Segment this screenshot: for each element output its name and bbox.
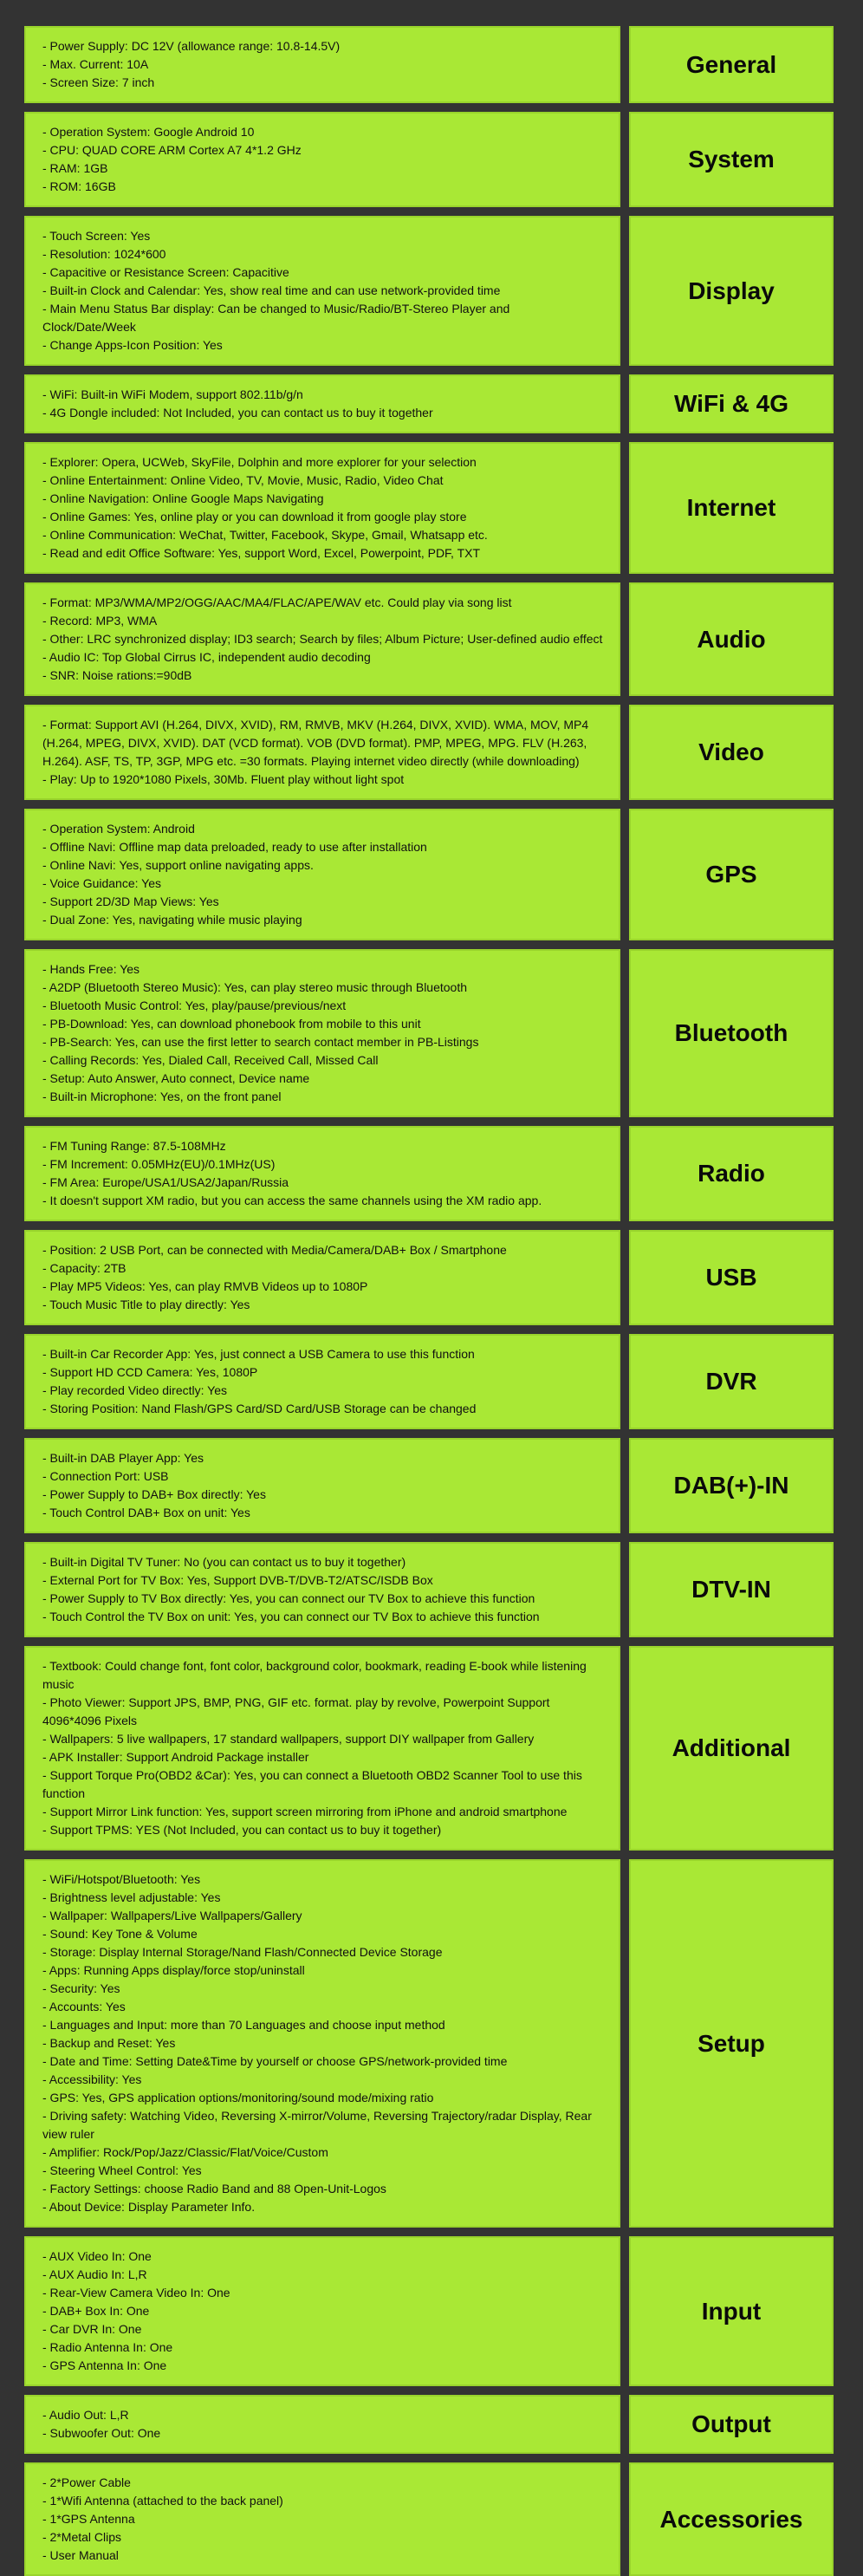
spec-line: - Built-in Digital TV Tuner: No (you can contact us to buy it together) xyxy=(42,1555,406,1569)
spec-line: - Change Apps-Icon Position: Yes xyxy=(42,338,223,352)
spec-category-cell xyxy=(629,809,834,940)
spec-category-cell xyxy=(629,442,834,574)
spec-line: - AUX Audio In: L,R xyxy=(42,2267,147,2281)
spec-line: - 1*GPS Antenna xyxy=(42,2512,135,2526)
spec-row xyxy=(24,1542,834,1637)
spec-category-label: Output xyxy=(691,2410,771,2437)
spec-line: - Touch Control the TV Box on unit: Yes, you can connect our TV Box to achieve this function xyxy=(42,1610,540,1623)
spec-line: - Driving safety: Watching Video, Reversing X-mirror/Volume, Reversing Trajectory/radar Display, Rear view ruler xyxy=(42,2109,592,2141)
spec-line: - Steering Wheel Control: Yes xyxy=(42,2163,202,2177)
spec-line: - Security: Yes xyxy=(42,1981,120,1995)
spec-category-cell xyxy=(629,112,834,207)
spec-line: - Wallpapers: 5 live wallpapers, 17 standard wallpapers, support DIY wallpaper from Gallery xyxy=(42,1732,535,1746)
spec-row xyxy=(24,949,834,1117)
spec-line: - Support Mirror Link function: Yes, support screen mirroring from iPhone and android smartphone xyxy=(42,1805,568,1818)
spec-line: - Main Menu Status Bar display: Can be changed to Music/Radio/BT-Stereo Player and Clock/Date/Week xyxy=(42,302,510,334)
spec-line: - About Device: Display Parameter Info. xyxy=(42,2200,256,2214)
spec-line: - Support Torque Pro(OBD2 &Car): Yes, you can connect a Bluetooth OBD2 Scanner Tool to use this function xyxy=(42,1768,582,1800)
spec-line: - Power Supply: DC 12V (allowance range: 10.8-14.5V) xyxy=(42,39,341,53)
spec-line: - GPS Antenna In: One xyxy=(42,2358,167,2372)
spec-line: - WiFi/Hotspot/Bluetooth: Yes xyxy=(42,1872,201,1886)
spec-line: - Capacity: 2TB xyxy=(42,1261,127,1275)
spec-line: - Power Supply to DAB+ Box directly: Yes xyxy=(42,1487,266,1501)
spec-line: - RAM: 1GB xyxy=(42,161,108,175)
spec-row xyxy=(24,1646,834,1851)
spec-category-label: Setup xyxy=(698,2029,765,2057)
spec-line: - SNR: Noise rations:=90dB xyxy=(42,668,192,682)
spec-row xyxy=(24,2236,834,2386)
spec-details xyxy=(24,26,620,103)
spec-row xyxy=(24,442,834,574)
spec-line: - Audio IC: Top Global Cirrus IC, independent audio decoding xyxy=(42,650,371,664)
spec-line: - Brightness level adjustable: Yes xyxy=(42,1890,221,1904)
spec-line: - FM Area: Europe/USA1/USA2/Japan/Russia xyxy=(42,1175,289,1189)
spec-row xyxy=(24,1126,834,1221)
spec-line: - Storage: Display Internal Storage/Nand Flash/Connected Device Storage xyxy=(42,1945,443,1959)
spec-line: - Wallpaper: Wallpapers/Live Wallpapers/Gallery xyxy=(42,1909,302,1922)
spec-row xyxy=(24,705,834,800)
spec-line: - Built-in Microphone: Yes, on the front panel xyxy=(42,1090,282,1103)
spec-line: - 2*Metal Clips xyxy=(42,2530,122,2544)
spec-category-cell xyxy=(629,949,834,1117)
spec-table xyxy=(24,26,834,2576)
spec-category-label: DVR xyxy=(705,1368,757,1395)
spec-line: - Factory Settings: choose Radio Band and 88 Open-Unit-Logos xyxy=(42,2182,386,2195)
spec-line: - Support HD CCD Camera: Yes, 1080P xyxy=(42,1365,258,1379)
spec-details xyxy=(24,1646,620,1851)
spec-row xyxy=(24,26,834,103)
spec-line: - It doesn't support XM radio, but you can access the same channels using the XM radio app. xyxy=(42,1194,542,1207)
spec-row xyxy=(24,374,834,433)
spec-line: - Bluetooth Music Control: Yes, play/pause/previous/next xyxy=(42,999,347,1012)
spec-category-cell xyxy=(629,1438,834,1533)
spec-category-cell xyxy=(629,1334,834,1429)
spec-row xyxy=(24,1230,834,1325)
spec-line: - Operation System: Android xyxy=(42,822,195,836)
spec-category-cell xyxy=(629,1126,834,1221)
spec-line: - Play MP5 Videos: Yes, can play RMVB Videos up to 1080P xyxy=(42,1279,368,1293)
spec-line: - Built-in DAB Player App: Yes xyxy=(42,1451,204,1465)
spec-row xyxy=(24,809,834,940)
spec-line: - 2*Power Cable xyxy=(42,2475,131,2489)
spec-line: - PB-Download: Yes, can download phonebook from mobile to this unit xyxy=(42,1017,421,1031)
spec-line: - Apps: Running Apps display/force stop/uninstall xyxy=(42,1963,305,1977)
spec-line: - Online Navigation: Online Google Maps Navigating xyxy=(42,491,324,505)
spec-row xyxy=(24,2462,834,2576)
spec-category-cell xyxy=(629,582,834,696)
spec-line: - Rear-View Camera Video In: One xyxy=(42,2286,230,2300)
spec-category-label: Internet xyxy=(686,494,776,521)
spec-category-label: Input xyxy=(701,2297,762,2325)
spec-line: - Hands Free: Yes xyxy=(42,962,140,976)
spec-details xyxy=(24,1230,620,1325)
spec-category-cell xyxy=(629,705,834,800)
spec-line: - 4G Dongle included: Not Included, you can contact us to buy it together xyxy=(42,406,433,420)
spec-row xyxy=(24,1438,834,1533)
spec-line: - Play: Up to 1920*1080 Pixels, 30Mb. Fluent play without light spot xyxy=(42,772,405,786)
spec-line: - External Port for TV Box: Yes, Support DVB-T/DVB-T2/ATSC/ISDB Box xyxy=(42,1573,433,1587)
spec-line: - Capacitive or Resistance Screen: Capacitive xyxy=(42,265,289,279)
spec-line: - Touch Screen: Yes xyxy=(42,229,151,243)
spec-line: - Online Games: Yes, online play or you can download it from google play store xyxy=(42,510,467,524)
spec-line: - Accounts: Yes xyxy=(42,2000,126,2013)
spec-details xyxy=(24,216,620,366)
spec-row xyxy=(24,1859,834,2228)
spec-line: - Resolution: 1024*600 xyxy=(42,247,166,261)
spec-line: - Setup: Auto Answer, Auto connect, Device name xyxy=(42,1071,310,1085)
spec-line: - AUX Video In: One xyxy=(42,2249,152,2263)
spec-details xyxy=(24,2462,620,2576)
spec-line: - Built-in Clock and Calendar: Yes, show real time and can use network-provided time xyxy=(42,283,501,297)
spec-line: - Operation System: Google Android 10 xyxy=(42,125,255,139)
spec-details xyxy=(24,1438,620,1533)
spec-line: - Backup and Reset: Yes xyxy=(42,2036,176,2050)
spec-category-cell xyxy=(629,1646,834,1851)
spec-category-label: Video xyxy=(698,738,764,765)
spec-details xyxy=(24,374,620,433)
spec-line: - Support 2D/3D Map Views: Yes xyxy=(42,894,219,908)
spec-line: - Car DVR In: One xyxy=(42,2322,142,2336)
spec-line: - Read and edit Office Software: Yes, support Word, Excel, Powerpoint, PDF, TXT xyxy=(42,546,481,560)
spec-line: - Built-in Car Recorder App: Yes, just connect a USB Camera to use this function xyxy=(42,1347,475,1361)
spec-category-label: System xyxy=(688,146,775,172)
spec-line: - Calling Records: Yes, Dialed Call, Received Call, Missed Call xyxy=(42,1053,379,1067)
spec-category-cell xyxy=(629,374,834,433)
spec-line: - Online Communication: WeChat, Twitter, Facebook, Skype, Gmail, Whatsapp etc. xyxy=(42,528,488,542)
spec-line: - A2DP (Bluetooth Stereo Music): Yes, can play stereo music through Bluetooth xyxy=(42,980,468,994)
spec-category-cell xyxy=(629,1230,834,1325)
spec-category-label: USB xyxy=(705,1264,757,1291)
spec-category-cell xyxy=(629,1542,834,1637)
spec-details xyxy=(24,1542,620,1637)
spec-row xyxy=(24,112,834,207)
spec-line: - DAB+ Box In: One xyxy=(42,2304,150,2318)
spec-line: - Online Navi: Yes, support online navigating apps. xyxy=(42,858,314,872)
spec-details xyxy=(24,112,620,207)
spec-line: - Touch Control DAB+ Box on unit: Yes xyxy=(42,1506,250,1519)
spec-line: - Max. Current: 10A xyxy=(42,57,149,71)
spec-category-label: GPS xyxy=(705,861,757,888)
spec-details xyxy=(24,582,620,696)
spec-line: - Sound: Key Tone & Volume xyxy=(42,1927,198,1941)
spec-details xyxy=(24,705,620,800)
spec-line: - Dual Zone: Yes, navigating while music playing xyxy=(42,913,302,927)
spec-line: - Textbook: Could change font, font color, background color, bookmark, reading E-book while listening music xyxy=(42,1659,587,1691)
spec-category-cell xyxy=(629,2462,834,2576)
spec-line: - Explorer: Opera, UCWeb, SkyFile, Dolphin and more explorer for your selection xyxy=(42,455,477,469)
spec-line: - Storing Position: Nand Flash/GPS Card/SD Card/USB Storage can be changed xyxy=(42,1402,477,1415)
spec-line: - ROM: 16GB xyxy=(42,179,116,193)
spec-details xyxy=(24,1334,620,1429)
spec-line: - User Manual xyxy=(42,2548,119,2562)
spec-line: - Format: Support AVI (H.264, DIVX, XVID), RM, RMVB, MKV (H.264, DIVX, XVID). WMA, MOV, MP4 (H.264, MPEG, DIVX, XVID). DAT (VCD format). VOB (DVD format). PMP, MPEG, MPG. FLV (H.263, H.264). ASF, TS, TP, 3GP, MPG etc. =30 formats. Playing internet video directly (while downloading) xyxy=(42,718,589,768)
spec-row xyxy=(24,1334,834,1429)
spec-line: - Other: LRC synchronized display; ID3 search; Search by files; Album Picture; User-defined audio effect xyxy=(42,632,603,646)
spec-row xyxy=(24,2395,834,2454)
spec-line: - WiFi: Built-in WiFi Modem, support 802.11b/g/n xyxy=(42,387,303,401)
spec-line: - FM Increment: 0.05MHz(EU)/0.1MHz(US) xyxy=(42,1157,276,1171)
spec-category-label: Bluetooth xyxy=(674,1019,788,1046)
spec-line: - Online Entertainment: Online Video, TV, Movie, Music, Radio, Video Chat xyxy=(42,473,444,487)
spec-category-cell xyxy=(629,216,834,366)
spec-line: - Touch Music Title to play directly: Yes xyxy=(42,1298,250,1311)
spec-line: - Voice Guidance: Yes xyxy=(42,876,161,890)
spec-line: - Photo Viewer: Support JPS, BMP, PNG, GIF etc. format. play by revolve, Powerpoint Support 4096*4096 Pixels xyxy=(42,1695,550,1727)
spec-line: - Connection Port: USB xyxy=(42,1469,169,1483)
spec-line: - Accessibility: Yes xyxy=(42,2072,142,2086)
spec-row xyxy=(24,216,834,366)
spec-row xyxy=(24,582,834,696)
spec-line: - Format: MP3/WMA/MP2/OGG/AAC/MA4/FLAC/APE/WAV etc. Could play via song list xyxy=(42,595,512,609)
spec-line: - CPU: QUAD CORE ARM Cortex A7 4*1.2 GHz xyxy=(42,143,302,157)
spec-line: - Screen Size: 7 inch xyxy=(42,75,155,89)
spec-line: - FM Tuning Range: 87.5-108MHz xyxy=(42,1139,226,1153)
spec-category-label: DAB(+)-IN xyxy=(673,1472,789,1499)
spec-category-label: Accessories xyxy=(659,2505,803,2533)
spec-details xyxy=(24,442,620,574)
spec-category-label: General xyxy=(685,50,777,78)
spec-line: - Date and Time: Setting Date&Time by yourself or choose GPS/network-provided time xyxy=(42,2054,508,2068)
spec-category-label: WiFi & 4G xyxy=(674,390,788,417)
spec-category-label: DTV-IN xyxy=(691,1576,771,1603)
spec-category-cell xyxy=(629,26,834,103)
spec-line: - Support TPMS: YES (Not Included, you can contact us to buy it together) xyxy=(42,1823,442,1837)
spec-line: - Record: MP3, WMA xyxy=(42,614,158,628)
spec-line: - GPS: Yes, GPS application options/monitoring/sound mode/mixing ratio xyxy=(42,2091,434,2104)
spec-line: - Subwoofer Out: One xyxy=(42,2426,161,2440)
spec-category-cell xyxy=(629,2395,834,2454)
spec-line: - 1*Wifi Antenna (attached to the back panel) xyxy=(42,2494,283,2508)
spec-details xyxy=(24,2236,620,2386)
spec-line: - Offline Navi: Offline map data preloaded, ready to use after installation xyxy=(42,840,427,854)
spec-line: - PB-Search: Yes, can use the first letter to search contact member in PB-Listings xyxy=(42,1035,479,1049)
spec-category-label: Display xyxy=(688,276,775,304)
spec-line: - Audio Out: L,R xyxy=(42,2408,129,2422)
spec-details xyxy=(24,809,620,940)
spec-details xyxy=(24,949,620,1117)
spec-category-label: Additional xyxy=(672,1734,791,1761)
spec-category-label: Radio xyxy=(698,1160,765,1187)
spec-category-cell xyxy=(629,1859,834,2228)
spec-details xyxy=(24,2395,620,2454)
spec-details xyxy=(24,1126,620,1221)
spec-line: - Radio Antenna In: One xyxy=(42,2340,173,2354)
spec-category-cell xyxy=(629,2236,834,2386)
spec-details xyxy=(24,1859,620,2228)
spec-line: - Position: 2 USB Port, can be connected with Media/Camera/DAB+ Box / Smartphone xyxy=(42,1243,507,1257)
spec-line: - Power Supply to TV Box directly: Yes, you can connect our TV Box to achieve this function xyxy=(42,1591,535,1605)
spec-line: - APK Installer: Support Android Package installer xyxy=(42,1750,309,1764)
spec-line: - Amplifier: Rock/Pop/Jazz/Classic/Flat/Voice/Custom xyxy=(42,2145,328,2159)
spec-line: - Languages and Input: more than 70 Languages and choose input method xyxy=(42,2018,445,2032)
spec-category-label: Audio xyxy=(697,625,766,653)
spec-line: - Play recorded Video directly: Yes xyxy=(42,1383,227,1397)
